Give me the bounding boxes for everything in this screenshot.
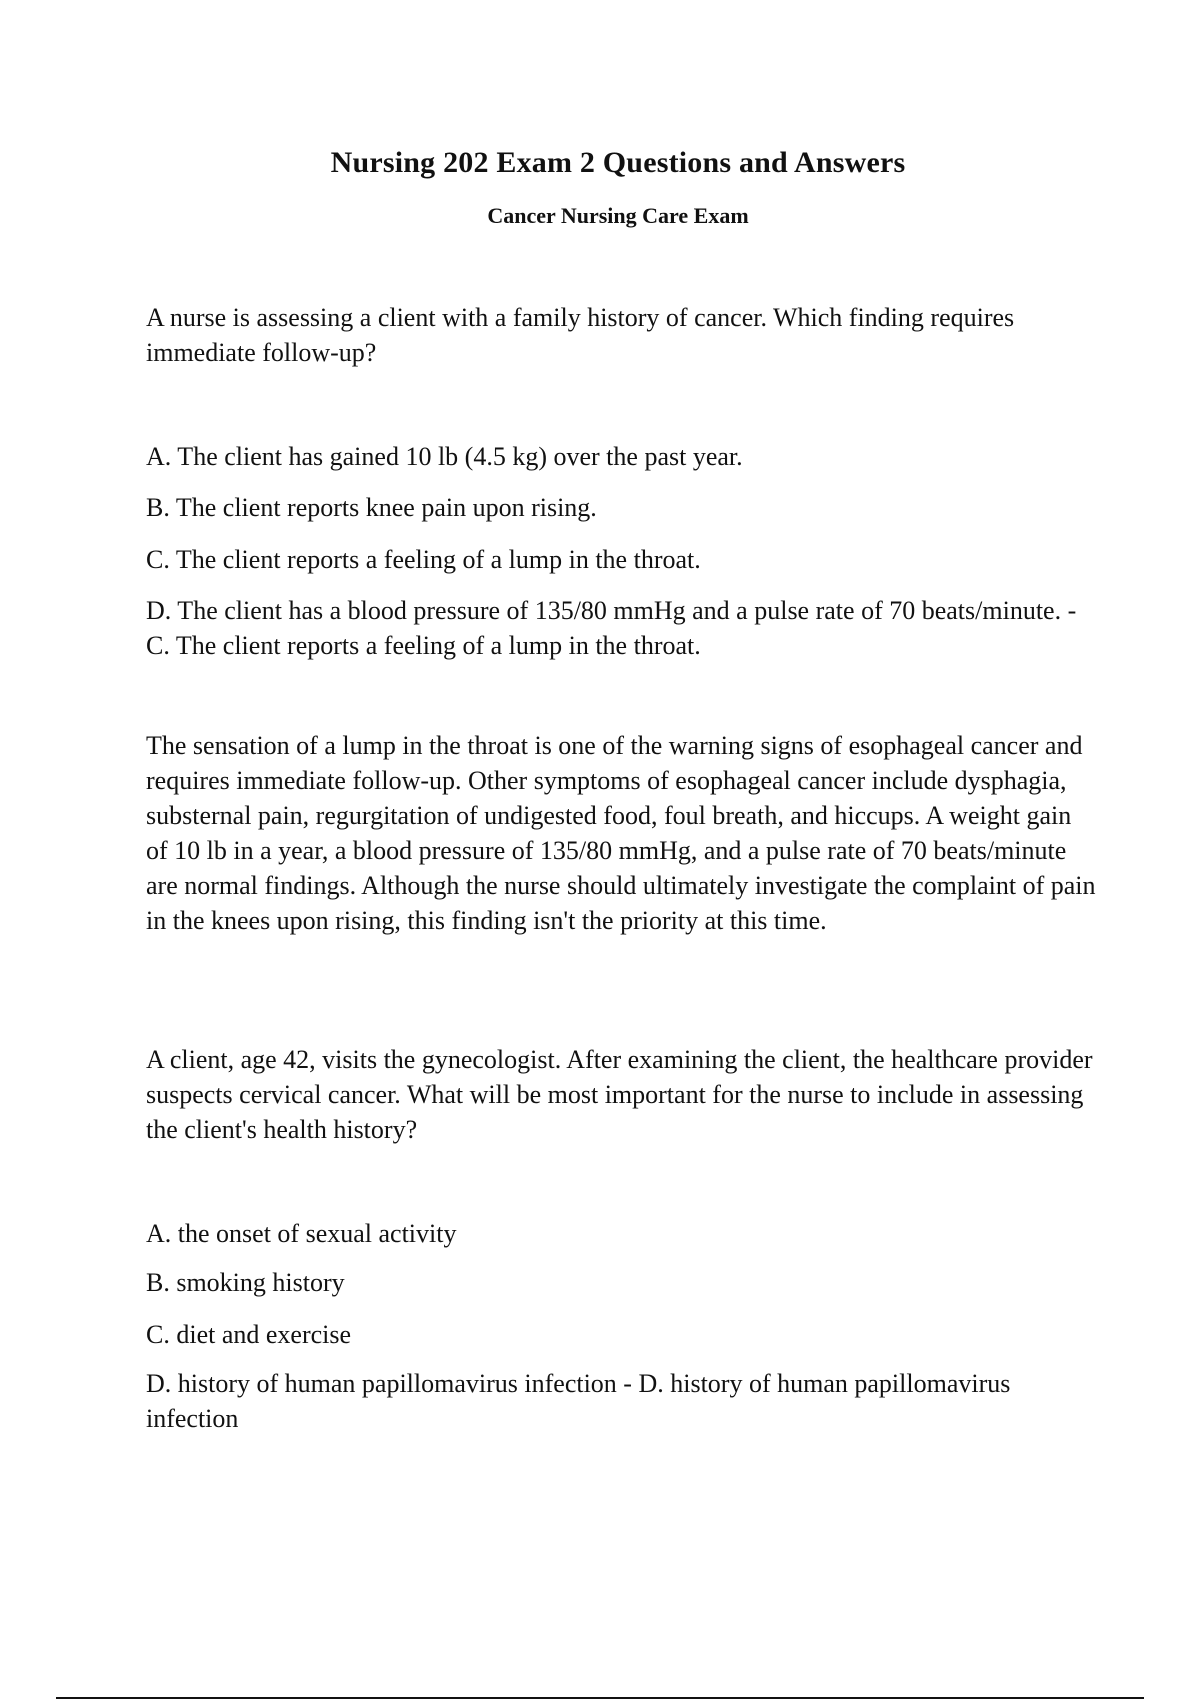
question-1-stem: A nurse is assessing a client with a family history of cancer. Which finding requires immediate follow-up? [146, 303, 1015, 367]
question-2-option-d-with-answer: D. history of human papillomavirus infection - D. history of human papillomavirus infection [146, 1369, 1011, 1433]
question-1-option-b: B. The client reports knee pain upon rising. [146, 493, 597, 522]
question-2-option-c: C. diet and exercise [146, 1320, 352, 1349]
question-1-option-c: C. The client reports a feeling of a lump in the throat. [146, 545, 701, 574]
question-2-option-b: B. smoking history [146, 1268, 345, 1297]
question-2-option-a: A. the onset of sexual activity [146, 1219, 457, 1248]
question-1-option-d-with-answer: D. The client has a blood pressure of 135/80 mmHg and a pulse rate of 70 beats/minute. - C. The client reports a feeling of a lump in the throat. [146, 596, 1077, 660]
footer-divider [56, 1697, 1144, 1699]
question-1-rationale: The sensation of a lump in the throat is one of the warning signs of esophageal cancer and requires immediate follow-up. Other symptoms of esophageal cancer include dysphagia, substernal pain, regurgitation of undigested food, foul breath, and hiccups. A weight gain of 10 lb in a year, a blood pressure of 135/80 mmHg, and a pulse rate of 70 beats/minute are normal findings. Although the nurse should ultimately investigate the complaint of pain in the knees upon rising, this finding isn't the priority at this time. [146, 731, 1096, 935]
document-subtitle: Cancer Nursing Care Exam [487, 203, 749, 228]
question-2-stem: A client, age 42, visits the gynecologist. After examining the client, the healthcare provider suspects cervical cancer. What will be most important for the nurse to include in assessing the client's health history? [146, 1045, 1093, 1144]
document-title: Nursing 202 Exam 2 Questions and Answers [330, 146, 906, 179]
question-1-option-a: A. The client has gained 10 lb (4.5 kg) over the past year. [146, 442, 743, 471]
